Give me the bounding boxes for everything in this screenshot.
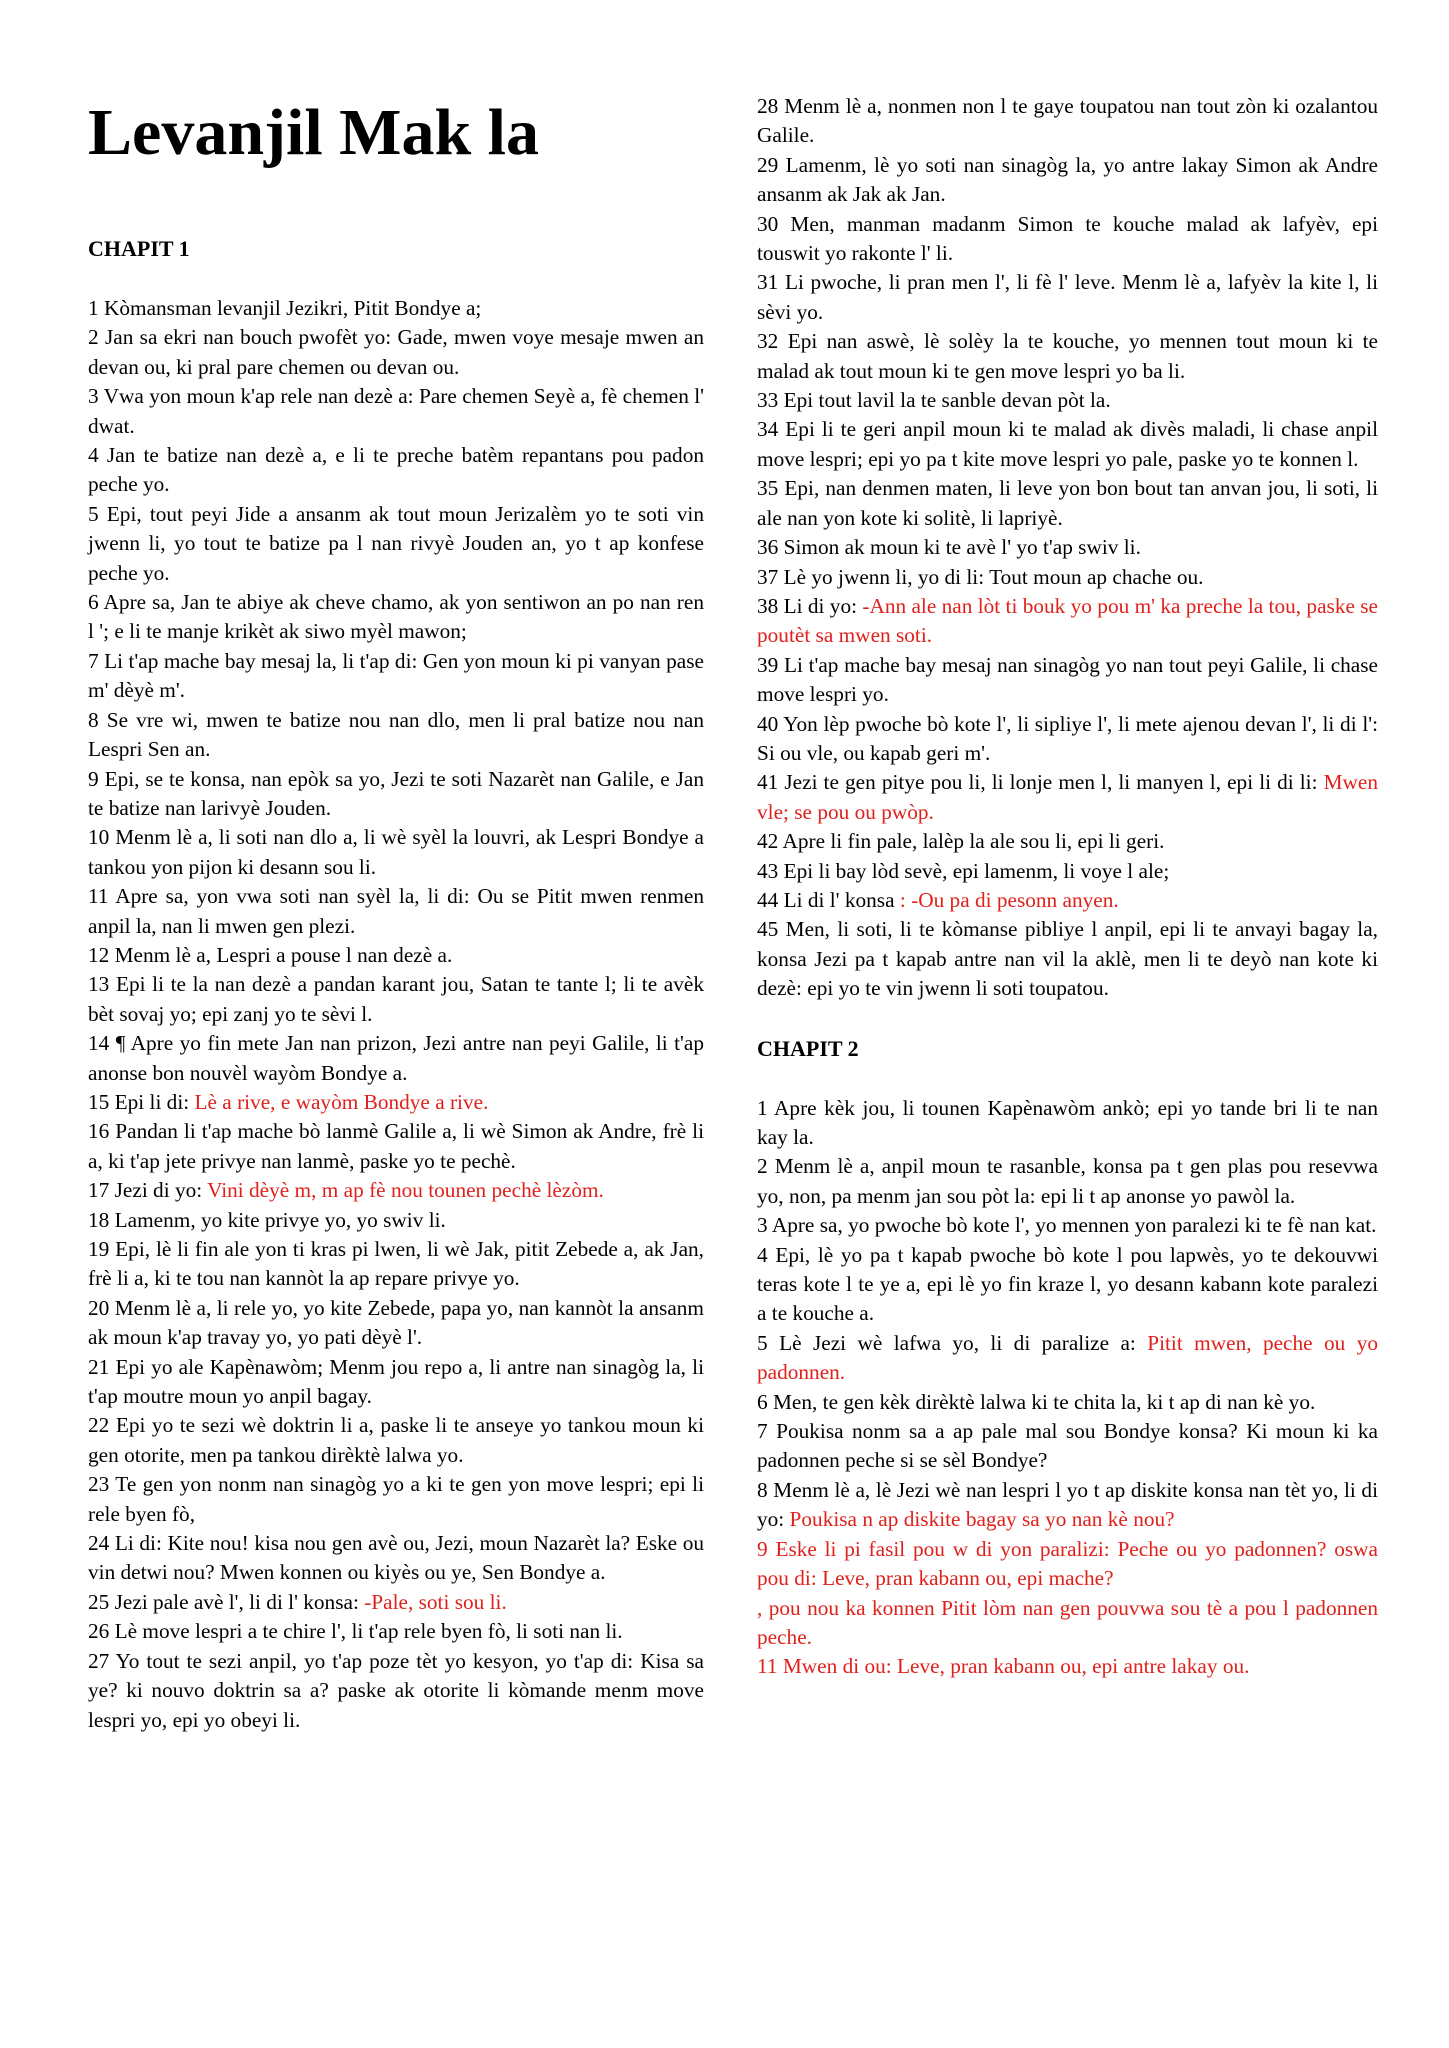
verse-text: Pandan li t'ap mache bò lanmè Galile a, li wè Simon ak Andre, frè li a, ki t'ap jete privye nan lanmè, paske yo te pechè. [88, 1119, 705, 1173]
verse [88, 882, 704, 941]
verse [757, 1417, 1378, 1476]
jesus-words: , pou nou ka konnen Pitit lòm nan gen pouvwa sou tè a pou l padonnen peche. [757, 1595, 1378, 1649]
verse-text: Menm lè a, nonmen non l te gaye toupatou nan tout zòn ki ozalantou Galile. [757, 94, 1378, 148]
verse-number: 43 [757, 858, 779, 883]
verse-number: 41 [757, 770, 779, 795]
jesus-words: Poukisa n ap diskite bagay sa yo nan kè nou? [789, 1507, 1175, 1532]
verse-number: 15 [88, 1089, 110, 1114]
verse-text: Lamenm, yo kite privye yo, yo swiv li. [114, 1207, 446, 1232]
jesus-words: Lè a rive, e wayòm Bondye a rive. [194, 1089, 489, 1114]
verse-number: 28 [757, 94, 779, 118]
verse-text: Li t'ap mache bay mesaj nan sinagòg yo nan tout peyi Galile, li chase move lespri yo. [757, 652, 1378, 707]
verse-number: 29 [757, 152, 779, 177]
chapter-1-verses-right [757, 92, 1378, 1004]
verse-number: 6 [88, 590, 99, 615]
verse [757, 768, 1378, 827]
verse-text: Menm lè a, li rele yo, yo kite Zebede, papa yo, nan kannòt la ansanm ak moun k'ap travay yo, yo pati dèyè l'. [88, 1295, 705, 1350]
chapter-heading: CHAPIT 2 [757, 1035, 859, 1061]
verse-number: 11 [757, 1654, 778, 1679]
verse [88, 588, 704, 647]
verse [88, 1588, 704, 1617]
verse [88, 323, 704, 382]
verse-number: 2 [757, 1154, 768, 1179]
verse-text: Epi yo te sezi wè doktrin li a, paske li te anseye yo tankou moun ki gen otorite, men pa tankou dirèktè lalwa yo. [88, 1413, 704, 1467]
right-column [757, 92, 1378, 1682]
verse-number: 44 [757, 887, 779, 912]
verse-number: 3 [88, 384, 99, 409]
verse-text: ¶ Apre yo fin mete Jan nan prizon, Jezi antre nan peyi Galile, li t'ap anonse bon nouvèl wayòm Bondye a. [88, 1031, 704, 1085]
verse [88, 1206, 704, 1235]
verse [88, 1294, 704, 1353]
verse [88, 382, 704, 441]
verse [757, 210, 1378, 269]
verse-number: 40 [757, 711, 779, 736]
verse [88, 1529, 704, 1588]
verse-text: Epi yo ale Kapènawòm; Menm jou repo a, li antre nan sinagòg la, li t'ap moutre moun yo anpil bagay. [88, 1354, 704, 1409]
verse-number: 34 [757, 417, 779, 442]
verse-number: 21 [88, 1354, 110, 1379]
document-title: Levanjil Mak la [88, 96, 540, 169]
verse [757, 1094, 1378, 1153]
verse-number: 31 [757, 270, 779, 295]
verse [88, 500, 704, 588]
verse [757, 386, 1378, 415]
verse-text: Se vre wi, mwen te batize nou nan dlo, men li pral batize nou nan Lespri Sen an. [88, 707, 704, 762]
verse [88, 1029, 704, 1088]
verse-number: 8 [88, 707, 99, 732]
verse [757, 533, 1378, 562]
verse [757, 886, 1378, 915]
verse-number: 1 [757, 1095, 768, 1120]
verse [757, 915, 1378, 1003]
verse-number: 17 [88, 1178, 110, 1203]
verse-text: Te gen yon nonm nan sinagòg yo a ki te gen yon move lespri; epi li rele byen fò, [88, 1472, 704, 1526]
verse [757, 1476, 1378, 1535]
verse-text: Jezi di yo: [114, 1178, 203, 1203]
verse [88, 765, 704, 824]
verse-text: Lè yo jwenn li, yo di li: Tout moun ap chache ou. [783, 564, 1204, 589]
jesus-words: Mwen di ou: Leve, pran kabann ou, epi antre lakay ou. [782, 1654, 1250, 1679]
verse-text: Lamenm, lè yo soti nan sinagòg la, yo antre lakay Simon ak Andre ansanm ak Jak ak Jan. [757, 152, 1378, 207]
verse-number: 22 [88, 1413, 110, 1438]
verse-number: 45 [757, 917, 779, 942]
verse-number: 18 [88, 1207, 110, 1232]
verse-text: Men, manman madanm Simon te kouche malad ak lafyèv, epi touswit yo rakonte l' li. [757, 211, 1378, 266]
verse [88, 441, 704, 500]
verse-number: 27 [88, 1648, 110, 1673]
verse-text: Lè move lespri a te chire l', li t'ap rele byen fò, li soti nan li. [114, 1619, 623, 1644]
verse-text: Epi, tout peyi Jide a ansanm ak tout moun Jerizalèm yo te soti vin jwenn li, yo tout te batize pa l nan rivyè Jouden an, yo t ap konfese peche yo. [88, 501, 704, 585]
verse [757, 592, 1378, 651]
verse-text: Men, te gen kèk dirèktè lalwa ki te chita la, ki t ap di nan kè yo. [772, 1389, 1316, 1414]
jesus-words: : -Ou pa di pesonn anyen. [899, 887, 1119, 912]
verse-text: Menm lè a, lè Jezi wè nan lespri l yo t ap diskite konsa nan tèt yo, li di yo: [757, 1477, 1378, 1532]
verse [88, 1470, 704, 1529]
verse-text: Li di l' konsa [783, 887, 895, 912]
verse-number: 7 [88, 648, 99, 673]
verse-number: 30 [757, 211, 779, 236]
verse [757, 1241, 1378, 1329]
verse-text: Apre kèk jou, li tounen Kapènawòm ankò; epi yo tande bri li te nan kay la. [757, 1095, 1378, 1149]
verse [757, 651, 1378, 710]
verse [757, 1594, 1378, 1653]
verse-text: Epi li te la nan dezè a pandan karant jou, Satan te tante l; li te avèk bèt sovaj yo; epi zanj yo te sèvi l. [88, 972, 704, 1026]
verse [88, 1235, 704, 1294]
chapter-heading: CHAPIT 1 [88, 236, 190, 261]
verse-text: Li di yo: [783, 593, 858, 618]
verse-number: 32 [757, 329, 779, 354]
verse [88, 1117, 704, 1176]
verse-text: Apre sa, yon vwa soti nan syèl la, li di: Ou se Pitit mwen renmen anpil la, nan li mwen gen plezi. [88, 884, 704, 938]
verse [88, 647, 704, 706]
jesus-words: Mwen vle; se pou ou pwòp. [757, 770, 1378, 824]
verse-text: Apre sa, Jan te abiye ak cheve chamo, ak yon sentiwon an po nan ren l '; e li te manje krikèt ak siwo myèl mawon; [88, 590, 704, 644]
verse-number: 24 [88, 1531, 110, 1556]
verse-text: Yo tout te sezi anpil, yo t'ap poze tèt yo kesyon, yo t'ap di: Kisa sa ye? ki nouvo doktrin sa a? paske ak otorite li kòmande menm move lespri yo, epi yo obeyi li. [88, 1648, 704, 1732]
verse-text: Epi nan aswè, lè solèy la te kouche, yo mennen tout moun ki te malad ak tout moun ki te gen move lespri yo ba li. [757, 329, 1378, 383]
verse [88, 1088, 704, 1117]
verse [757, 1329, 1378, 1388]
jesus-words: -Ann ale nan lòt ti bouk yo pou m' ka preche la tou, paske se poutèt sa mwen soti. [757, 593, 1379, 648]
chapter-2-verses [757, 1094, 1378, 1682]
verse [757, 1652, 1378, 1681]
verse [88, 1411, 704, 1470]
verse [757, 857, 1378, 886]
verse-number: 25 [88, 1589, 110, 1614]
verse-text: Epi, se te konsa, nan epòk sa yo, Jezi te soti Nazarèt nan Galile, e Jan te batize nan larivyè Jouden. [88, 766, 704, 820]
verse-number: 23 [88, 1472, 110, 1497]
verse-text: Epi, lè yo pa t kapab pwoche bò kote l pou lapwès, yo te dekouvwi teras kote l te ye a, epi lè yo fin kraze l, yo desann kabann kote paralezi a te kouche a. [757, 1242, 1378, 1326]
jesus-words: Eske li pi fasil pou w di yon paralizi: Peche ou yo padonnen? oswa pou di: Leve, pran kabann ou, epi mache? [757, 1536, 1378, 1591]
verse-number: 4 [757, 1242, 768, 1267]
verse [757, 1152, 1378, 1211]
verse-number: 36 [757, 535, 779, 560]
verse-number: 8 [757, 1477, 768, 1502]
verse-number: 33 [757, 388, 779, 413]
chapter-1-verses-left [88, 294, 704, 1735]
verse-text: Epi, lè li fin ale yon ti kras pi lwen, li wè Jak, pitit Zebede a, ak Jan, frè li a, ki te tou nan kannòt la ap repare privye yo. [88, 1237, 705, 1291]
verse-text: Poukisa nonm sa a ap pale mal sou Bondye konsa? Ki moun ki ka padonnen peche si se sèl Bondye? [757, 1419, 1378, 1473]
verse-number: 19 [88, 1237, 110, 1261]
verse-number: 20 [88, 1295, 110, 1320]
verse [88, 1353, 704, 1412]
verse-text: Epi, nan denmen maten, li leve yon bon bout tan anvan jou, li soti, li ale nan yon kote ki solitè, li lapriyè. [757, 476, 1378, 530]
verse-text: Apre li fin pale, lalèp la ale sou li, epi li geri. [782, 829, 1165, 854]
verse-text: Li di: Kite nou! kisa nou gen avè ou, Jezi, moun Nazarèt la? Eske ou vin detwi nou? Mwen konnen ou kiyès ou ye, Sen Bondye a. [88, 1531, 704, 1585]
verse-text: Jan te batize nan dezè a, e li te preche batèm repantans pou padon peche yo. [88, 443, 704, 497]
verse-number: 4 [88, 443, 99, 468]
verse [88, 941, 704, 970]
verse [757, 1535, 1378, 1594]
verse-text: Epi li bay lòd sevè, epi lamenm, li voye l ale; [783, 858, 1170, 883]
verse-number: 11 [88, 884, 109, 909]
verse-number: 5 [88, 501, 99, 526]
verse-text: Jan sa ekri nan bouch pwofèt yo: Gade, mwen voye mesaje mwen an devan ou, ki pral pare chemen ou devan ou. [88, 325, 704, 379]
verse-number: 42 [757, 829, 779, 854]
verse-number: 39 [757, 652, 779, 677]
verse [757, 1388, 1378, 1417]
verse-number: 13 [88, 972, 110, 997]
verse-text: Jezi pale avè l', li di l' konsa: [114, 1589, 359, 1614]
verse-text: Jezi te gen pitye pou li, li lonje men l, li manyen l, epi li di li: [784, 770, 1318, 795]
verse-text: Li pwoche, li pran men l', li fè l' leve. Menm lè a, lafyèv la kite l, li sèvi yo. [757, 270, 1378, 324]
jesus-words: Pitit mwen, peche ou yo padonnen. [757, 1330, 1379, 1385]
verse-number: 26 [88, 1619, 110, 1644]
verse-number: 2 [88, 325, 99, 350]
verse [88, 294, 704, 323]
verse [757, 415, 1378, 474]
left-column [88, 92, 704, 1735]
verse [757, 92, 1378, 151]
verse-number: 6 [757, 1389, 768, 1414]
jesus-words: Vini dèyè m, m ap fè nou tounen pechè lèzòm. [207, 1178, 604, 1203]
verse [757, 827, 1378, 856]
verse-number: 5 [757, 1330, 768, 1355]
verse-text: Epi li di: [114, 1089, 190, 1114]
verse-text: Li t'ap mache bay mesaj la, li t'ap di: Gen yon moun ki pi vanyan pase m' dèyè m'. [88, 648, 705, 703]
verse-text: Epi tout lavil la te sanble devan pòt la. [783, 388, 1111, 413]
verse-number: 12 [88, 942, 110, 967]
verse-number: 7 [757, 1419, 768, 1444]
verse [757, 1211, 1378, 1240]
verse-text: Menm lè a, Lespri a pouse l nan dezè a. [114, 942, 453, 967]
verse [757, 474, 1378, 533]
verse [88, 706, 704, 765]
verse [88, 1617, 704, 1646]
verse-text: Menm lè a, li soti nan dlo a, li wè syèl la louvri, ak Lespri Bondye a tankou yon pijon ki desann sou li. [88, 825, 704, 879]
verse [88, 823, 704, 882]
verse-number: 35 [757, 476, 779, 501]
verse-text: Men, li soti, li te kòmanse pibliye l anpil, epi li te anvayi bagay la, konsa Jezi pa t kapab antre nan vil la aklè, men li te deyò nan kote ki dezè: epi yo te vin jwenn li soti toupatou. [757, 917, 1378, 1001]
verse [88, 970, 704, 1029]
verse-number: 14 [88, 1031, 110, 1056]
verse [757, 151, 1378, 210]
verse [757, 710, 1378, 769]
verse-text: Lè Jezi wè lafwa yo, li di paralize a: [779, 1330, 1136, 1355]
verse-number: 1 [88, 296, 99, 320]
verse-text: Yon lèp pwoche bò kote l', li sipliye l', li mete ajenou devan l', li di l': Si ou vle, ou kapab geri m'. [757, 711, 1378, 765]
verse-number: 38 [757, 593, 779, 618]
verse-text: Vwa yon moun k'ap rele nan dezè a: Pare chemen Seyè a, fè chemen l' dwat. [88, 384, 704, 438]
verse [88, 1647, 704, 1735]
verse-number: 37 [757, 564, 779, 589]
verse-number: 9 [88, 766, 99, 791]
verse-text: Epi li te geri anpil moun ki te malad ak divès maladi, li chase anpil move lespri; epi yo pa t kite move lespri yo pale, paske yo te konnen l. [757, 417, 1378, 471]
verse-text: Apre sa, yo pwoche bò kote l', yo mennen yon paralezi ki te fè nan kat. [771, 1213, 1377, 1238]
verse [757, 563, 1378, 592]
verse-text: Simon ak moun ki te avè l' yo t'ap swiv li. [783, 535, 1141, 560]
jesus-words: -Pale, soti sou li. [364, 1589, 507, 1614]
verse-number: 9 [757, 1536, 768, 1561]
verse-number: 3 [757, 1213, 768, 1238]
verse [757, 327, 1378, 386]
verse [88, 1176, 704, 1205]
verse-number: 16 [88, 1119, 110, 1144]
verse-text: Menm lè a, anpil moun te rasanble, konsa pa t gen plas pou resevwa yo, non, pa menm jan sou pòt la: epi li t ap anonse yo pawòl la. [757, 1154, 1378, 1208]
verse-number: 10 [88, 825, 110, 850]
verse-text: Kòmansman levanjil Jezikri, Pitit Bondye a; [103, 296, 482, 320]
verse [757, 268, 1378, 327]
